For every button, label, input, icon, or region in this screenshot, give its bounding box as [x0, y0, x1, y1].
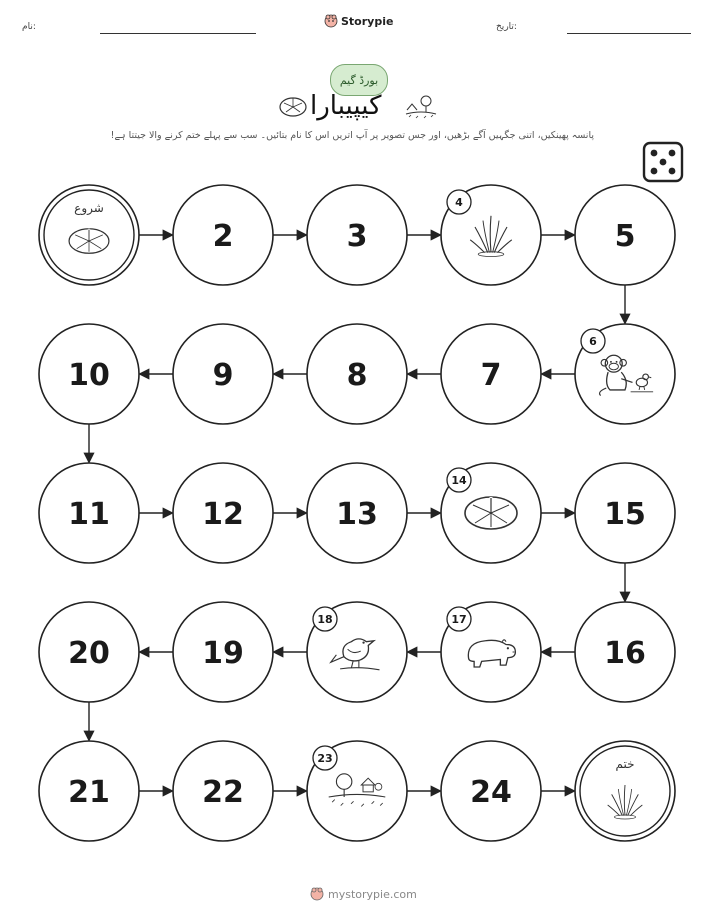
board-cell-18[interactable] [307, 602, 407, 702]
board-cell-25[interactable] [575, 741, 675, 841]
cell-number: 15 [604, 497, 646, 532]
cell-number: 21 [68, 775, 110, 810]
board-cell-3[interactable] [307, 185, 407, 285]
cell-number: 9 [212, 358, 234, 393]
cell-number: 13 [336, 497, 378, 532]
board-cell-10[interactable] [39, 324, 139, 424]
brand-name: Storypie [341, 14, 394, 28]
cell-number: 20 [68, 636, 110, 671]
board-cell-19[interactable] [173, 602, 273, 702]
board-cell-24[interactable] [441, 741, 541, 841]
board-cell-4[interactable] [441, 185, 541, 285]
board-cell-14[interactable] [441, 463, 541, 563]
board-cell-12[interactable] [173, 463, 273, 563]
board-cell-11[interactable] [39, 463, 139, 563]
cell-number: 12 [202, 497, 244, 532]
board-cell-20[interactable] [39, 602, 139, 702]
cell-number: 2 [212, 219, 234, 254]
board-cell-22[interactable] [173, 741, 273, 841]
board-cell-17[interactable] [441, 602, 541, 702]
storypie-mascot-icon [310, 887, 324, 901]
board-cell-5[interactable] [575, 185, 675, 285]
cell-number: 6 [589, 335, 597, 348]
cell-number: 24 [470, 775, 512, 810]
cell-number: 10 [68, 358, 110, 393]
finish-label: ختم [615, 757, 635, 771]
cell-number: 22 [202, 775, 244, 810]
cell-number: 19 [202, 636, 244, 671]
date-label: تاریخ: [496, 22, 517, 32]
board-cell-6[interactable] [575, 324, 675, 424]
board-game-badge: بورڈ گیم [330, 64, 388, 96]
cell-number: 11 [68, 497, 110, 532]
cell-number: 14 [451, 474, 467, 487]
board-cell-1[interactable] [39, 185, 139, 285]
board-cell-9[interactable] [173, 324, 273, 424]
board-cell-23[interactable] [307, 741, 407, 841]
cell-number: 16 [604, 636, 646, 671]
cell-number: 8 [346, 358, 368, 393]
cell-number: 17 [451, 613, 467, 626]
cell-number: 23 [317, 752, 333, 765]
instructions-text: پانسہ پھینکیں، اتنی جگہیں آگے بڑھیں، اور جس تصویر پر آپ اتریں اس کا نام بتائیں۔ سب سے پہلے ختم کرنے والا جیتتا ہے! [110, 130, 594, 141]
cell-number: 3 [346, 219, 368, 254]
board-cell-7[interactable] [441, 324, 541, 424]
board-cell-15[interactable] [575, 463, 675, 563]
name-label: نام: [22, 22, 36, 32]
cell-number: 18 [317, 613, 333, 626]
board-cell-2[interactable] [173, 185, 273, 285]
page-title: کیپیبارا [310, 91, 382, 121]
dice-icon [642, 141, 684, 183]
board-cell-21[interactable] [39, 741, 139, 841]
cell-number: 7 [480, 358, 502, 393]
board-cell-8[interactable] [307, 324, 407, 424]
cell-number: 5 [614, 219, 636, 254]
footer [310, 887, 417, 901]
board-cell-13[interactable] [307, 463, 407, 563]
footer-site[interactable]: mystorypie.com [328, 887, 417, 901]
start-label: شروع [74, 201, 104, 215]
cell-number: 4 [455, 196, 463, 209]
board-cell-16[interactable] [575, 602, 675, 702]
